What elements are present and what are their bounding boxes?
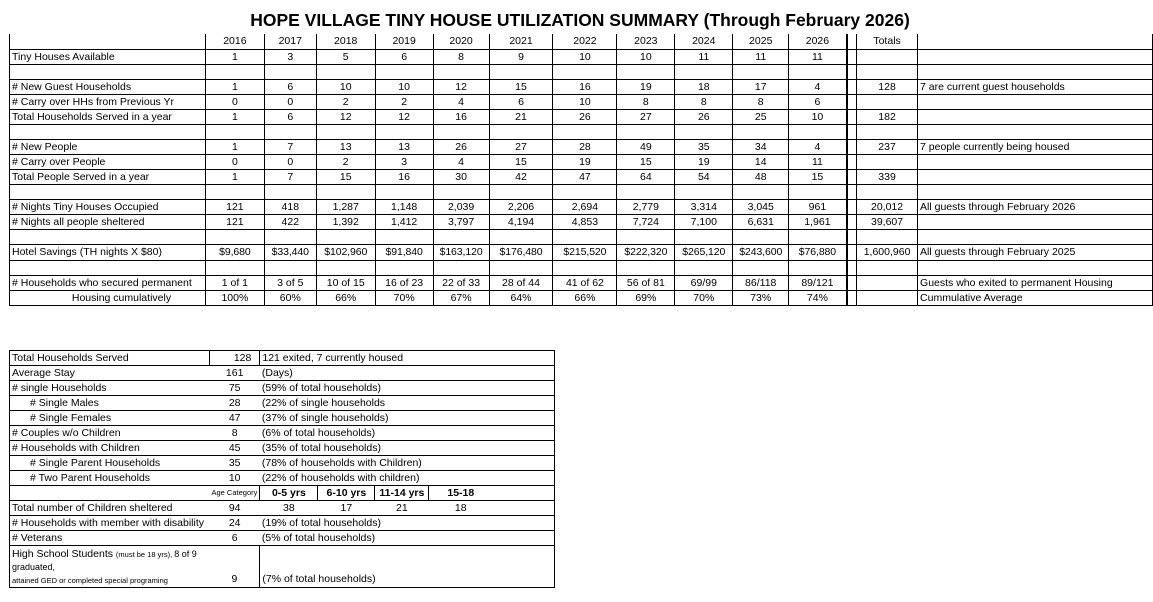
stats-label: Total number of Children sheltered — [10, 501, 210, 516]
stats-desc: 121 exited, 7 currently housed — [260, 351, 555, 366]
cell-2018: $102,960 — [316, 244, 375, 260]
year-header: 2023 — [617, 34, 675, 49]
cell-2019: 1,148 — [375, 199, 433, 214]
cell-2026: 4 — [789, 79, 847, 94]
cell-2016: 0 — [205, 94, 264, 109]
age-header-0-5: 0-5 yrs — [260, 486, 318, 501]
stats-desc: (5% of total households) — [260, 531, 555, 546]
cell-2020: 3,797 — [433, 214, 489, 229]
cell-2017: 6 — [264, 79, 316, 94]
cell-2026: 961 — [789, 199, 847, 214]
stats-row-total-hh — [10, 351, 555, 366]
cell-2021: 15 — [489, 154, 553, 169]
cell-2016: $9,680 — [205, 244, 264, 260]
stats-row-two-parent — [10, 471, 555, 486]
cell-2024: 7,100 — [675, 214, 733, 229]
cell-2021: 6 — [489, 94, 553, 109]
year-header: 2017 — [264, 34, 316, 49]
cell-2024: 19 — [675, 154, 733, 169]
cell-2023: 19 — [617, 79, 675, 94]
page-title: HOPE VILLAGE TINY HOUSE UTILIZATION SUMMARY (Through February 2026) — [250, 10, 910, 30]
row-label: # Nights Tiny Houses Occupied — [10, 199, 206, 214]
year-header: 2020 — [433, 34, 489, 49]
cell-2023: 8 — [617, 94, 675, 109]
cell-2026: 15 — [789, 169, 847, 184]
cell-2018: 15 — [316, 169, 375, 184]
children-11-14: 21 — [375, 501, 429, 516]
stats-label: # Single Males — [10, 396, 210, 411]
cell-2022: 4,853 — [553, 214, 617, 229]
cell-2018: 10 — [316, 79, 375, 94]
cell-2020: 12 — [433, 79, 489, 94]
children-6-10: 17 — [318, 501, 375, 516]
stats-label: # Single Females — [10, 411, 210, 426]
row-total-people — [10, 169, 1153, 184]
cell-2019: 3 — [375, 154, 433, 169]
cell-2026: 4 — [789, 139, 847, 154]
cell-2024: 70% — [675, 290, 733, 305]
stats-label: # single Households — [10, 381, 210, 396]
cell-2026: $76,880 — [789, 244, 847, 260]
cell-2020: 30 — [433, 169, 489, 184]
cell-2025: 3,045 — [733, 199, 789, 214]
utilization-table — [9, 34, 1153, 306]
row-new-people — [10, 139, 1153, 154]
stats-value: 6 — [210, 531, 260, 546]
cell-2025: 34 — [733, 139, 789, 154]
cell-2025: $243,600 — [733, 244, 789, 260]
cell-2020: 67% — [433, 290, 489, 305]
row-label: Hotel Savings (TH nights X $80) — [10, 244, 206, 260]
cell-2017: 6 — [264, 109, 316, 124]
cell-2026: 1,961 — [789, 214, 847, 229]
cell-2017: $33,440 — [264, 244, 316, 260]
stats-desc: (78% of households with Children) — [260, 456, 555, 471]
stats-row-children — [10, 501, 555, 516]
stats-value: 9 — [210, 546, 260, 588]
cell-2019: $91,840 — [375, 244, 433, 260]
cell-2018: 13 — [316, 139, 375, 154]
row-total-hh — [10, 109, 1153, 124]
stats-label: # Households with member with disability — [10, 516, 210, 531]
cell-2024: 3,314 — [675, 199, 733, 214]
row-note: Guests who exited to permanent Housing — [918, 275, 1153, 290]
stats-value: 47 — [210, 411, 260, 426]
row-total: 237 — [857, 139, 918, 154]
cell-2021: 15 — [489, 79, 553, 94]
row-note: Cummulative Average — [918, 290, 1153, 305]
cell-2021: 2,206 — [489, 199, 553, 214]
stats-row-hh-children — [10, 441, 555, 456]
stats-label: # Two Parent Households — [10, 471, 210, 486]
cell-2023: 15 — [617, 154, 675, 169]
row-note — [918, 94, 1153, 109]
row-note: 7 are current guest households — [918, 79, 1153, 94]
row-label: # Carry over HHs from Previous Yr — [10, 94, 206, 109]
stats-value: 24 — [210, 516, 260, 531]
row-total — [857, 154, 918, 169]
cell-2016: 121 — [205, 199, 264, 214]
stats-row-single-hh — [10, 381, 555, 396]
row-label: Tiny Houses Available — [10, 49, 206, 64]
cell-2017: 418 — [264, 199, 316, 214]
year-header: 2019 — [375, 34, 433, 49]
cell-2023: 27 — [617, 109, 675, 124]
stats-row-single-males — [10, 396, 555, 411]
cell-2021: $176,480 — [489, 244, 553, 260]
cell-2022: 66% — [553, 290, 617, 305]
stats-value: 128 — [210, 351, 260, 366]
stats-value: 75 — [210, 381, 260, 396]
stats-desc: (Days) — [260, 366, 555, 381]
cell-2022: 10 — [553, 94, 617, 109]
stats-label: # Couples w/o Children — [10, 426, 210, 441]
cell-2016: 1 — [205, 49, 264, 64]
cell-2022: 26 — [553, 109, 617, 124]
cell-2022: 19 — [553, 154, 617, 169]
cell-2018: 1,287 — [316, 199, 375, 214]
cell-2017: 422 — [264, 214, 316, 229]
cell-2025: 73% — [733, 290, 789, 305]
row-total: 182 — [857, 109, 918, 124]
cell-2018: 2 — [316, 94, 375, 109]
stats-row-single-parent — [10, 456, 555, 471]
cell-2020: 22 of 33 — [433, 275, 489, 290]
cell-2016: 100% — [205, 290, 264, 305]
cell-2024: 8 — [675, 94, 733, 109]
cell-2023: 56 of 81 — [617, 275, 675, 290]
row-nights-people — [10, 214, 1153, 229]
spacer-row — [10, 124, 1153, 139]
row-total: 339 — [857, 169, 918, 184]
cell-2016: 1 — [205, 169, 264, 184]
year-header-row — [10, 34, 1153, 49]
spacer-row — [10, 64, 1153, 79]
cell-2024: 54 — [675, 169, 733, 184]
cell-2019: 1,412 — [375, 214, 433, 229]
cell-2024: 18 — [675, 79, 733, 94]
cell-2017: 7 — [264, 139, 316, 154]
row-note — [918, 109, 1153, 124]
stats-desc: (35% of total households) — [260, 441, 555, 456]
row-label: Housing cumulatively — [10, 290, 206, 305]
spacer-row — [10, 184, 1153, 199]
cell-2019: 6 — [375, 49, 433, 64]
cell-2024: 69/99 — [675, 275, 733, 290]
row-note — [918, 154, 1153, 169]
cell-2016: 1 — [205, 139, 264, 154]
cell-2018: 2 — [316, 154, 375, 169]
cell-2018: 12 — [316, 109, 375, 124]
cell-2026: 74% — [789, 290, 847, 305]
year-header: 2021 — [489, 34, 553, 49]
cell-2023: 64 — [617, 169, 675, 184]
row-tiny-houses — [10, 49, 1153, 64]
cell-2021: 21 — [489, 109, 553, 124]
stats-desc: (22% of single households — [260, 396, 555, 411]
cell-2026: 11 — [789, 154, 847, 169]
stats-label: # Households with Children — [10, 441, 210, 456]
row-label: Total Households Served in a year — [10, 109, 206, 124]
stats-label: Total Households Served — [10, 351, 210, 366]
row-label: Total People Served in a year — [10, 169, 206, 184]
row-note — [918, 214, 1153, 229]
stats-desc: (6% of total households) — [260, 426, 555, 441]
cell-2020: $163,120 — [433, 244, 489, 260]
cell-2022: 2,694 — [553, 199, 617, 214]
stats-row-single-females — [10, 411, 555, 426]
cell-2022: 41 of 62 — [553, 275, 617, 290]
cell-2024: 35 — [675, 139, 733, 154]
cell-2017: 3 — [264, 49, 316, 64]
cell-2016: 1 — [205, 109, 264, 124]
cell-2018: 5 — [316, 49, 375, 64]
stats-row-veterans — [10, 531, 555, 546]
stats-row-age-header — [10, 486, 555, 501]
cell-2023: 10 — [617, 49, 675, 64]
row-label: # Households who secured permanent — [10, 275, 206, 290]
cell-2021: 4,194 — [489, 214, 553, 229]
cell-2020: 8 — [433, 49, 489, 64]
cell-2026: 11 — [789, 49, 847, 64]
cell-2016: 1 — [205, 79, 264, 94]
stats-value: 94 — [210, 501, 260, 516]
stats-value: 161 — [210, 366, 260, 381]
row-hotel-savings — [10, 244, 1153, 260]
cell-2023: 49 — [617, 139, 675, 154]
age-category-label: Age Category — [210, 486, 260, 501]
stats-desc: (7% of total households) — [260, 546, 555, 588]
stats-desc: (59% of total households) — [260, 381, 555, 396]
cell-2021: 42 — [489, 169, 553, 184]
row-total: 39,607 — [857, 214, 918, 229]
cell-2017: 7 — [264, 169, 316, 184]
row-label: # Nights all people sheltered — [10, 214, 206, 229]
cell-2024: $265,120 — [675, 244, 733, 260]
cell-2019: 12 — [375, 109, 433, 124]
row-note — [918, 49, 1153, 64]
year-header: 2018 — [316, 34, 375, 49]
children-0-5: 38 — [260, 501, 318, 516]
cell-2022: 28 — [553, 139, 617, 154]
cell-2025: 14 — [733, 154, 789, 169]
cell-2025: 86/118 — [733, 275, 789, 290]
row-total — [857, 290, 918, 305]
row-note: All guests through February 2026 — [918, 199, 1153, 214]
stats-row-disability — [10, 516, 555, 531]
cell-2020: 2,039 — [433, 199, 489, 214]
row-note: 7 people currently being housed — [918, 139, 1153, 154]
cell-2023: 2,779 — [617, 199, 675, 214]
cell-2022: 47 — [553, 169, 617, 184]
cell-2018: 1,392 — [316, 214, 375, 229]
cell-2019: 16 of 23 — [375, 275, 433, 290]
cell-2020: 26 — [433, 139, 489, 154]
cell-2021: 27 — [489, 139, 553, 154]
stats-label-hs: High School Students (must be 18 yrs), 8 of 9 graduated, attained GED or completed special programing — [10, 546, 210, 588]
stats-value: 28 — [210, 396, 260, 411]
cell-2018: 10 of 15 — [316, 275, 375, 290]
cell-2021: 28 of 44 — [489, 275, 553, 290]
spacer-row — [10, 260, 1153, 275]
cell-2017: 3 of 5 — [264, 275, 316, 290]
stats-desc: (22% of households with children) — [260, 471, 555, 486]
row-perm-housing — [10, 275, 1153, 290]
row-new-guest-hh — [10, 79, 1153, 94]
row-note: All guests through February 2025 — [918, 244, 1153, 260]
cell-2025: 11 — [733, 49, 789, 64]
cell-2017: 0 — [264, 94, 316, 109]
stats-label: Average Stay — [10, 366, 210, 381]
stats-value: 35 — [210, 456, 260, 471]
stats-row-couples — [10, 426, 555, 441]
cell-2021: 64% — [489, 290, 553, 305]
children-15-18: 18 — [429, 501, 555, 516]
cell-2025: 25 — [733, 109, 789, 124]
row-total: 1,600,960 — [857, 244, 918, 260]
cell-2019: 70% — [375, 290, 433, 305]
year-header: 2026 — [789, 34, 847, 49]
cell-2017: 60% — [264, 290, 316, 305]
year-header: 2025 — [733, 34, 789, 49]
cell-2023: $222,320 — [617, 244, 675, 260]
cell-2025: 17 — [733, 79, 789, 94]
row-carry-hh — [10, 94, 1153, 109]
row-total: 128 — [857, 79, 918, 94]
cell-2024: 11 — [675, 49, 733, 64]
cell-2016: 0 — [205, 154, 264, 169]
row-perm-pct — [10, 290, 1153, 305]
cell-2022: 10 — [553, 49, 617, 64]
row-total — [857, 49, 918, 64]
row-carry-people — [10, 154, 1153, 169]
cell-2018: 66% — [316, 290, 375, 305]
cell-2019: 2 — [375, 94, 433, 109]
cell-2023: 7,724 — [617, 214, 675, 229]
cell-2023: 69% — [617, 290, 675, 305]
cell-2019: 10 — [375, 79, 433, 94]
cell-2022: 16 — [553, 79, 617, 94]
cell-2017: 0 — [264, 154, 316, 169]
stats-row-avg-stay — [10, 366, 555, 381]
age-header-11-14: 11-14 yrs — [375, 486, 429, 501]
row-total — [857, 275, 918, 290]
year-header: 2022 — [553, 34, 617, 49]
cell-2021: 9 — [489, 49, 553, 64]
cell-2019: 13 — [375, 139, 433, 154]
cell-2026: 89/121 — [789, 275, 847, 290]
row-label: # Carry over People — [10, 154, 206, 169]
stats-desc: (37% of single households) — [260, 411, 555, 426]
cell-2022: $215,520 — [553, 244, 617, 260]
stats-value: 10 — [210, 471, 260, 486]
year-header: 2016 — [205, 34, 264, 49]
cell-2025: 6,631 — [733, 214, 789, 229]
year-header: 2024 — [675, 34, 733, 49]
row-label: # New People — [10, 139, 206, 154]
cell-2020: 4 — [433, 154, 489, 169]
cell-2020: 16 — [433, 109, 489, 124]
spacer-row — [10, 229, 1153, 244]
totals-header: Totals — [857, 34, 918, 49]
age-header-15-18: 15-18 — [429, 486, 555, 501]
stats-desc: (19% of total households) — [260, 516, 555, 531]
row-total — [857, 94, 918, 109]
cell-2025: 48 — [733, 169, 789, 184]
cell-2020: 4 — [433, 94, 489, 109]
cell-2019: 16 — [375, 169, 433, 184]
age-header-6-10: 6-10 yrs — [318, 486, 375, 501]
stats-value: 45 — [210, 441, 260, 456]
cell-2026: 6 — [789, 94, 847, 109]
cell-2025: 8 — [733, 94, 789, 109]
stats-label: # Veterans — [10, 531, 210, 546]
row-nights-occupied — [10, 199, 1153, 214]
row-note — [918, 169, 1153, 184]
row-label: # New Guest Households — [10, 79, 206, 94]
stats-label: # Single Parent Households — [10, 456, 210, 471]
cell-2024: 26 — [675, 109, 733, 124]
row-total: 20,012 — [857, 199, 918, 214]
cell-2026: 10 — [789, 109, 847, 124]
household-stats-table — [9, 350, 555, 588]
cell-2016: 1 of 1 — [205, 275, 264, 290]
stats-value: 8 — [210, 426, 260, 441]
cell-2016: 121 — [205, 214, 264, 229]
stats-row-hs-students — [10, 546, 555, 588]
